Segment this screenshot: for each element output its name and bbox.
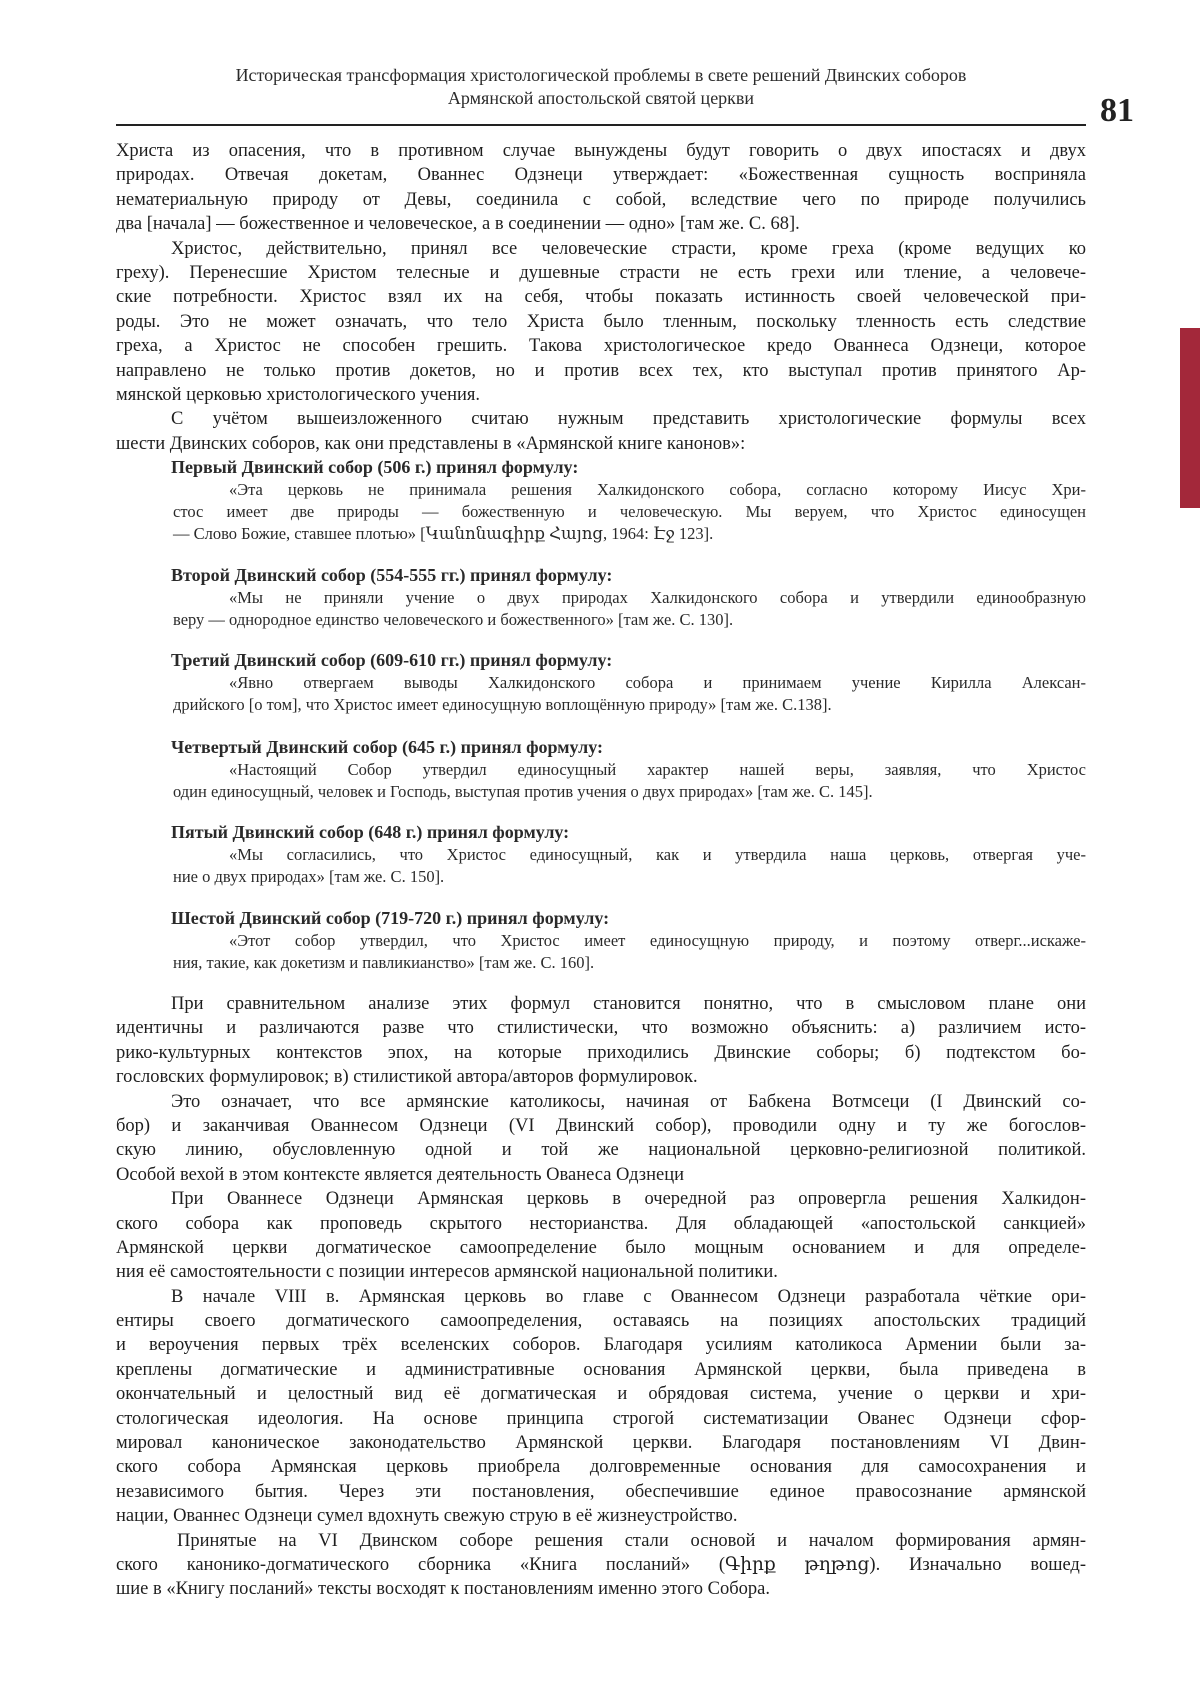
- council-block: [116, 735, 1086, 803]
- text-line: Армянской церкви догматическое самоопределение было мощным основанием и для определе-: [116, 1237, 1086, 1258]
- text-line: Христос, действительно, принял все человеческие страсти, кроме греха (кроме ведущих ко: [171, 238, 1086, 259]
- text-line: роды. Это не может означать, что тело Христа было тленным, поскольку тленность есть следствие: [116, 311, 1086, 332]
- running-header-line-1: Историческая трансформация христологической проблемы в свете решений Двинских соборов: [235, 65, 967, 85]
- council-block: [116, 455, 1086, 545]
- council-quote-line: дрийского [о том], что Христос имеет единосущную воплощённую природу» [там же. С.138].: [173, 695, 832, 714]
- council-heading: Первый Двинский собор (506 г.) принял формулу:: [171, 457, 579, 477]
- council-quote-line: «Этот собор утвердил, что Христос имеет единосущную природу, и поэтому отверг...искаже-: [229, 931, 1086, 950]
- council-block: [116, 820, 1086, 888]
- text-line: стологическая идеология. На основе принципа строгой систематизации Ованес Одзнеци сфор-: [116, 1408, 1086, 1429]
- text-line: ентиры своего догматического самоопределения, оставаясь на позициях апостольских традиций: [116, 1311, 1086, 1332]
- text-line: Это означает, что все армянские католикосы, начиная от Бабкена Вотмсеци (I Двинский со-: [171, 1091, 1086, 1112]
- council-quote-line: «Эта церковь не принимала решения Халкидонского собора, согласно которому Иисус Хри-: [229, 480, 1086, 499]
- text-line: Особой вехой в этом контексте является деятельность Ованеса Одзнеци: [116, 1164, 685, 1185]
- council-quote-line: ния, такие, как докетизм и павликианство» [там же. С. 160].: [173, 953, 595, 972]
- text-line: греха, а Христос не способен грешить. Такова христологическое кредо Ованнеса Одзнеци, которое: [116, 336, 1086, 357]
- text-line: В начале VIII в. Армянская церковь во главе с Ованнесом Одзнеци разработала чёткие ори-: [171, 1286, 1086, 1307]
- council-block: [116, 563, 1086, 631]
- text-line: нации, Ованнес Одзнеци сумел вдохнуть свежую струю в её жизнеустройство.: [116, 1506, 738, 1527]
- text-line: При Ованнесе Одзнеци Армянская церковь в очередной раз опровергла решения Халкидон-: [171, 1189, 1086, 1210]
- text-line: Принятые на VI Двинском соборе решения стали основой и началом формирования армян-: [177, 1530, 1086, 1551]
- council-heading: Третий Двинский собор (609-610 гг.) принял формулу:: [171, 650, 613, 670]
- text-line: нематериальную природу от Девы, соединила с собой, вследствие чего по природе получились: [116, 189, 1086, 210]
- text-line: Христа из опасения, что в противном случае вынуждены будут говорить о двух ипостасях и двух: [116, 141, 1086, 161]
- text-line: два [начала] — божественное и человеческое, а в соединении — одно» [там же. С. 68].: [116, 214, 800, 235]
- council-quote-line: стос имеет две природы — божественную и человеческую. Мы веруем, что Христос единосущен: [173, 502, 1086, 521]
- council-block: [116, 906, 1086, 974]
- header-rule: [116, 124, 1086, 126]
- text-line: природах. Отвечая докетам, Ованнес Одзнеци утверждает: «Божественная сущность восприняла: [116, 165, 1086, 186]
- text-line: креплены догматические и административные основания Армянской церкви, была приведена в: [116, 1359, 1086, 1380]
- council-quote-line: «Мы согласились, что Христос единосущный, как и утвердила наша церковь, отвергая уче-: [229, 845, 1086, 864]
- council-heading: Пятый Двинский собор (648 г.) принял формулу:: [171, 822, 570, 842]
- conclusion-paragraphs: [116, 992, 1086, 1602]
- council-quote-line: ние о двух природах» [там же. С. 150].: [173, 867, 445, 886]
- text-line: независимого бытия. Через эти постановления, обеспечившие единое правосознание армянской: [116, 1481, 1086, 1502]
- text-line: ния её самостоятельности с позиции интересов армянской национальной политики.: [116, 1262, 778, 1283]
- running-header: [116, 64, 1086, 110]
- council-quote-line: — Слово Божие, ставшее плотью» [Կանոնագիրք Հայոց, 1964: Էջ 123].: [173, 524, 714, 543]
- running-header-line-2: Армянской апостольской святой церкви: [447, 88, 755, 108]
- text-line: идентичны и различаются разве что стилистически, что возможно объяснить: а) различием исто-: [116, 1018, 1086, 1039]
- council-quote-line: «Настоящий Собор утвердил единосущный характер нашей веры, заявляя, что Христос: [229, 760, 1086, 779]
- council-quote-line: один единосущный, человек и Господь, выступая против учения о двух природах» [там же. С. 145].: [173, 782, 873, 801]
- text-line: При сравнительном анализе этих формул становится понятно, что в смысловом плане они: [171, 994, 1086, 1014]
- text-line: мировал каноническое законодательство Армянской церкви. Благодаря постановлениям VI Двин-: [116, 1433, 1086, 1454]
- page-number: 81: [1100, 92, 1134, 129]
- council-heading: Шестой Двинский собор (719-720 г.) принял формулу:: [171, 908, 610, 928]
- chapter-edge-tab: [1180, 328, 1200, 508]
- text-line: рико-культурных контекстов эпох, на которые приходились Двинские соборы; б) подтекстом бо-: [116, 1042, 1086, 1063]
- text-line: ского собора Армянская церковь приобрела долговременные основания для самосохранения и: [116, 1457, 1086, 1478]
- text-line: направлено не только против докетов, но и против всех тех, кто выступал против принятого Ар-: [116, 360, 1086, 381]
- council-quote-line: веру — однородное единство человеческого и божественного» [там же. С. 130].: [173, 610, 734, 629]
- text-line: шести Двинских соборов, как они представлены в «Армянской книге канонов»:: [116, 433, 746, 454]
- text-line: С учётом вышеизложенного считаю нужным представить христологические формулы всех: [171, 409, 1086, 430]
- text-line: ские потребности. Христос взял их на себя, чтобы показать истинность своей человеческой при-: [116, 287, 1086, 308]
- text-line: и вероучения первых трёх вселенских соборов. Благодаря усилиям католикоса Армении были за-: [116, 1335, 1086, 1356]
- council-heading: Четвертый Двинский собор (645 г.) принял формулу:: [171, 737, 603, 757]
- text-line: ского собора как проповедь скрытого несторианства. Для обладающей «апостольской санкцией»: [116, 1213, 1086, 1234]
- text-line: бор) и заканчивая Ованнесом Одзнеци (VI Двинский собор), проводили одну и ту же богослов-: [116, 1115, 1086, 1136]
- text-line: окончательный и целостный вид её догматическая и обрядовая система, учение о церкви и хри-: [116, 1384, 1086, 1405]
- council-quote-line: «Мы не приняли учение о двух природах Халкидонского собора и утвердили единообразную: [229, 588, 1086, 607]
- text-line: гословских формулировок; в) стилистикой автора/авторов формулировок.: [116, 1067, 698, 1088]
- text-line: шие в «Книгу посланий» тексты восходят к постановлениям именно этого Собора.: [116, 1579, 770, 1600]
- text-line: скую линию, обусловленную одной и той же национальной церковно-религиозной политикой.: [116, 1140, 1086, 1161]
- text-line: ского канонико-догматического сборника «Книга посланий» (Գիրք թղթոց). Изначально вошед-: [116, 1554, 1086, 1575]
- council-block: [116, 648, 1086, 716]
- council-heading: Второй Двинский собор (554-555 гг.) принял формулу:: [171, 565, 613, 585]
- council-quote-line: «Явно отвергаем выводы Халкидонского собора и принимаем учение Кирилла Алексан-: [229, 673, 1086, 692]
- intro-paragraphs: [116, 139, 1086, 456]
- text-line: греху). Перенесшие Христом телесные и душевные страсти не есть грехи или тление, а человече-: [116, 262, 1086, 283]
- text-line: мянской церковью христологического учения.: [116, 384, 481, 405]
